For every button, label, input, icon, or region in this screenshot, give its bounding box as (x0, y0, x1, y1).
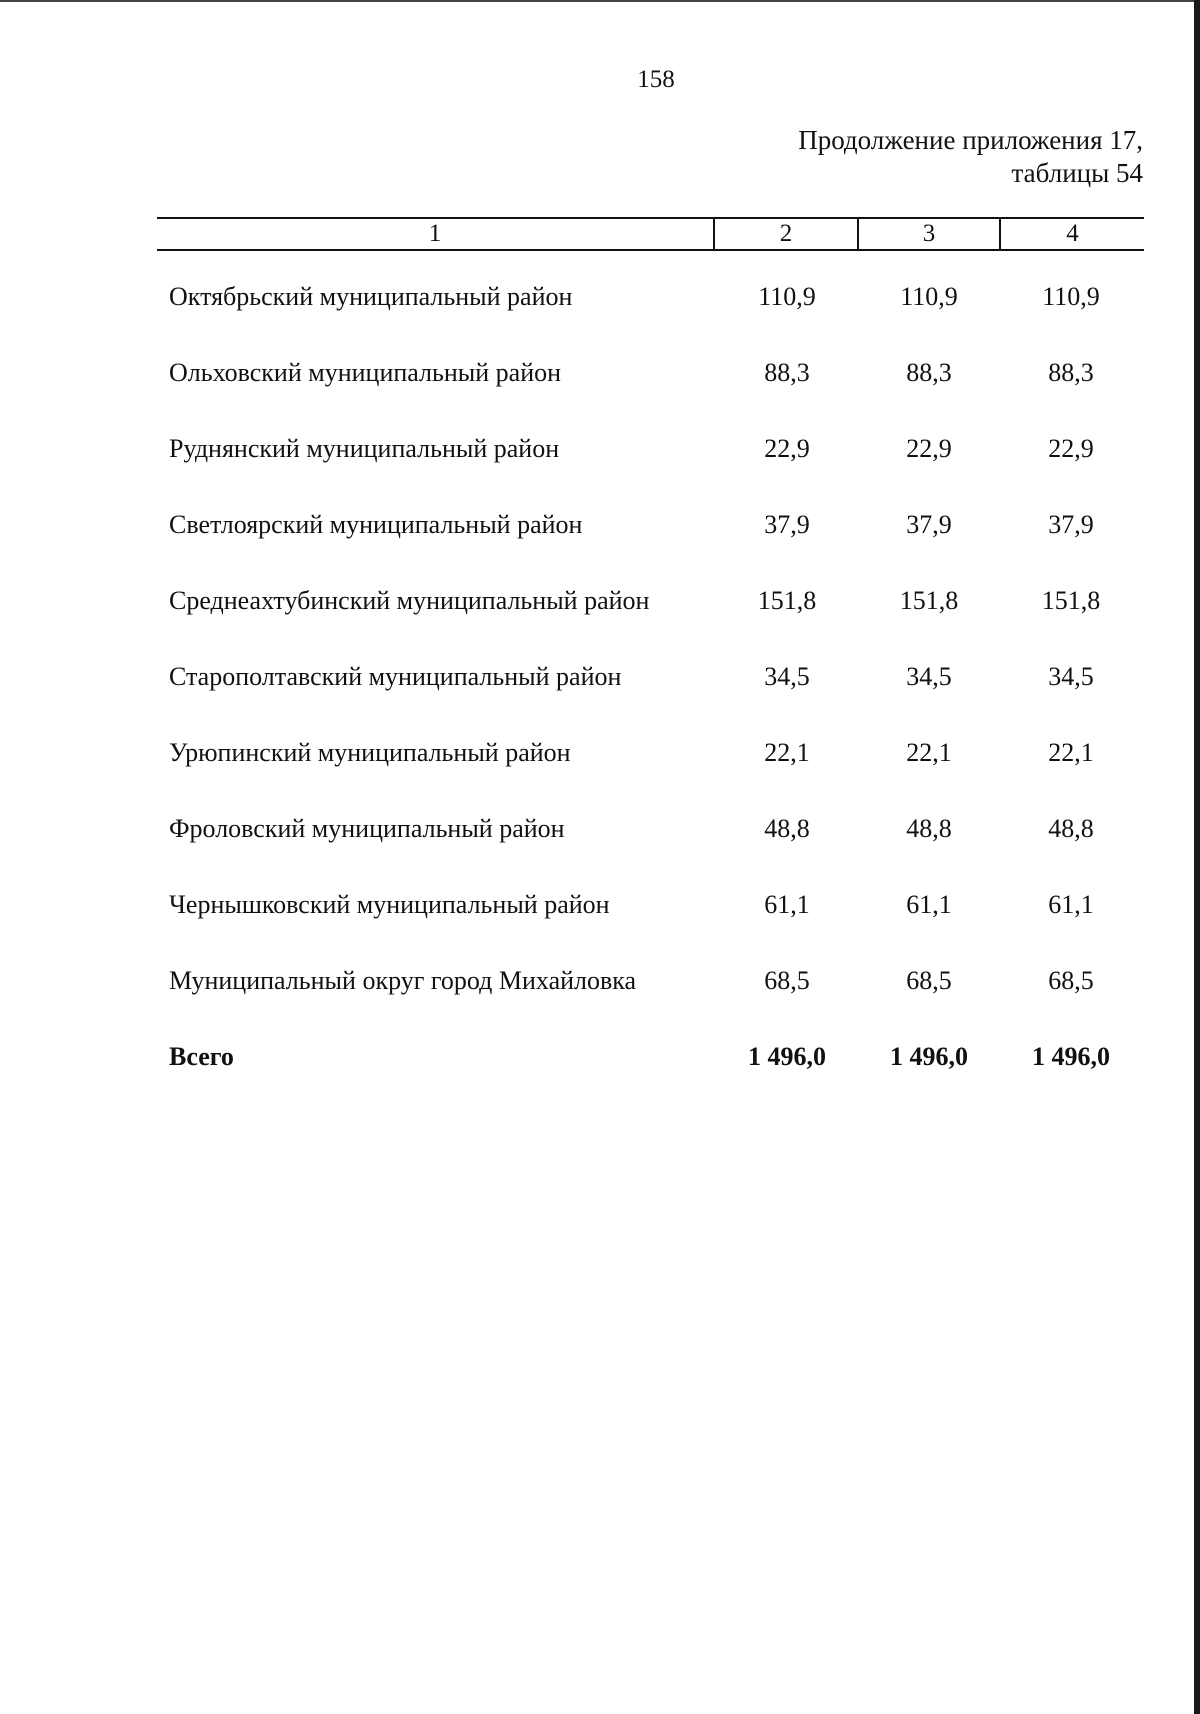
total-value-col-3: 1 496,0 (890, 1042, 968, 1071)
row-value-col-2: 61,1 (764, 890, 810, 919)
row-value-col-2: 22,9 (764, 434, 810, 463)
row-name: Руднянский муниципальный район (169, 434, 560, 463)
table-body (157, 277, 1144, 1113)
row-name: Светлоярский муниципальный район (169, 510, 583, 539)
row-name: Урюпинский муниципальный район (169, 738, 571, 767)
continuation-line-1: Продолжение приложения 17, (798, 125, 1143, 155)
table-row (157, 885, 1144, 961)
table-row (157, 429, 1144, 505)
total-value-col-2: 1 496,0 (748, 1042, 826, 1071)
row-name: Фроловский муниципальный район (169, 814, 565, 843)
row-value-col-4: 61,1 (1048, 890, 1094, 919)
row-value-col-3: 37,9 (906, 510, 952, 539)
row-value-col-2: 68,5 (764, 966, 810, 995)
table-row (157, 353, 1144, 429)
table-row (157, 277, 1144, 353)
table-row (157, 961, 1144, 1037)
row-value-col-4: 68,5 (1048, 966, 1094, 995)
table-row (157, 733, 1144, 809)
continuation-note (798, 124, 1143, 190)
row-name: Чернышковский муниципальный район (169, 890, 610, 919)
row-value-col-3: 110,9 (900, 282, 958, 311)
row-value-col-2: 110,9 (758, 282, 816, 311)
row-value-col-3: 22,9 (906, 434, 952, 463)
row-value-col-3: 61,1 (906, 890, 952, 919)
row-name: Среднеахтубинский муниципальный район (169, 586, 650, 615)
row-value-col-2: 48,8 (764, 814, 810, 843)
table-row (157, 657, 1144, 733)
row-value-col-2: 22,1 (764, 738, 810, 767)
header-col-4: 4 (1066, 220, 1079, 247)
row-value-col-4: 37,9 (1048, 510, 1094, 539)
table-row (157, 809, 1144, 885)
page-number: 158 (637, 66, 675, 93)
row-value-col-3: 88,3 (906, 358, 952, 387)
row-value-col-4: 88,3 (1048, 358, 1094, 387)
header-col-3: 3 (922, 220, 936, 247)
scan-edge-right (1194, 0, 1200, 1714)
row-value-col-3: 151,8 (899, 586, 959, 615)
row-value-col-4: 48,8 (1048, 814, 1094, 843)
row-value-col-4: 110,9 (1042, 282, 1100, 311)
row-name: Муниципальный округ город Михайловка (169, 966, 637, 995)
row-value-col-3: 68,5 (906, 966, 952, 995)
table-header-rule (157, 249, 1144, 251)
row-value-col-4: 151,8 (1041, 586, 1101, 615)
row-name: Октябрьский муниципальный район (169, 282, 573, 311)
total-value-col-4: 1 496,0 (1032, 1042, 1110, 1071)
row-name: Ольховский муниципальный район (169, 358, 562, 387)
row-value-col-3: 34,5 (906, 662, 952, 691)
row-value-col-2: 88,3 (764, 358, 810, 387)
row-value-col-3: 48,8 (906, 814, 952, 843)
row-value-col-2: 34,5 (764, 662, 810, 691)
row-value-col-3: 22,1 (906, 738, 952, 767)
row-value-col-4: 22,1 (1048, 738, 1094, 767)
scan-edge-top (0, 0, 1200, 2)
continuation-line-2: таблицы 54 (1011, 158, 1143, 188)
table-total-row (157, 1037, 1144, 1113)
header-col-1: 1 (428, 220, 442, 247)
row-value-col-2: 151,8 (757, 586, 817, 615)
row-value-col-4: 22,9 (1048, 434, 1094, 463)
total-label: Всего (169, 1042, 234, 1071)
header-col-2: 2 (779, 220, 793, 247)
row-name: Старополтавский муниципальный район (169, 662, 622, 691)
table-row (157, 581, 1144, 657)
table-row (157, 505, 1144, 581)
row-value-col-4: 34,5 (1048, 662, 1094, 691)
row-value-col-2: 37,9 (764, 510, 810, 539)
